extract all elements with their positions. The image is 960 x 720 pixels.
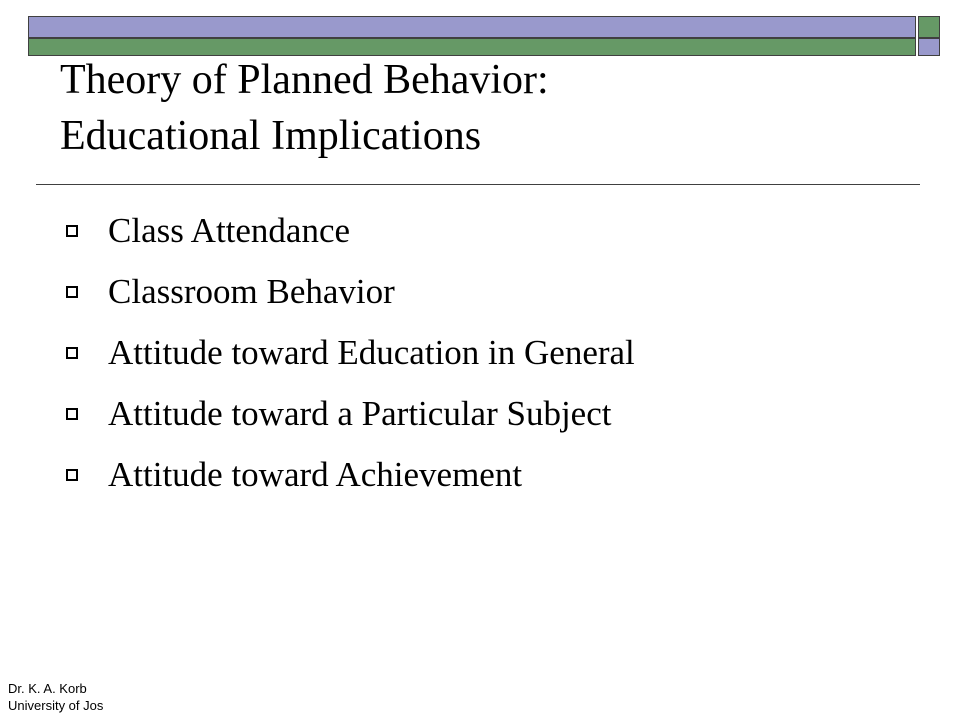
footer-affiliation: University of Jos bbox=[8, 698, 104, 713]
decorative-top-bar bbox=[0, 0, 960, 58]
bullet-item bbox=[60, 444, 635, 505]
bullet-text: Attitude toward a Particular Subject bbox=[108, 393, 612, 433]
bullet-item bbox=[60, 261, 635, 322]
bar-purple-square bbox=[918, 38, 940, 56]
slide-title-line-1: Theory of Planned Behavior: bbox=[60, 57, 549, 103]
bar-purple-segment bbox=[28, 16, 916, 38]
bar-green-square bbox=[918, 16, 940, 38]
hollow-square-bullet-icon bbox=[66, 469, 78, 481]
bullet-text: Attitude toward Education in General bbox=[108, 332, 635, 372]
bullet-item bbox=[60, 322, 635, 383]
hollow-square-bullet-icon bbox=[66, 225, 78, 237]
bullet-text: Class Attendance bbox=[108, 210, 351, 250]
bullet-item bbox=[60, 200, 635, 261]
slide-footer bbox=[8, 680, 103, 714]
bullet-text: Classroom Behavior bbox=[108, 271, 395, 311]
title-divider bbox=[36, 184, 920, 185]
bullet-item bbox=[60, 383, 635, 444]
hollow-square-bullet-icon bbox=[66, 408, 78, 420]
footer-author: Dr. K. A. Korb bbox=[8, 681, 87, 696]
hollow-square-bullet-icon bbox=[66, 347, 78, 359]
slide-title-line-2: Educational Implications bbox=[60, 113, 482, 159]
hollow-square-bullet-icon bbox=[66, 286, 78, 298]
slide-title bbox=[60, 52, 920, 164]
bullet-text: Attitude toward Achievement bbox=[108, 454, 523, 494]
bullet-list bbox=[60, 200, 635, 505]
